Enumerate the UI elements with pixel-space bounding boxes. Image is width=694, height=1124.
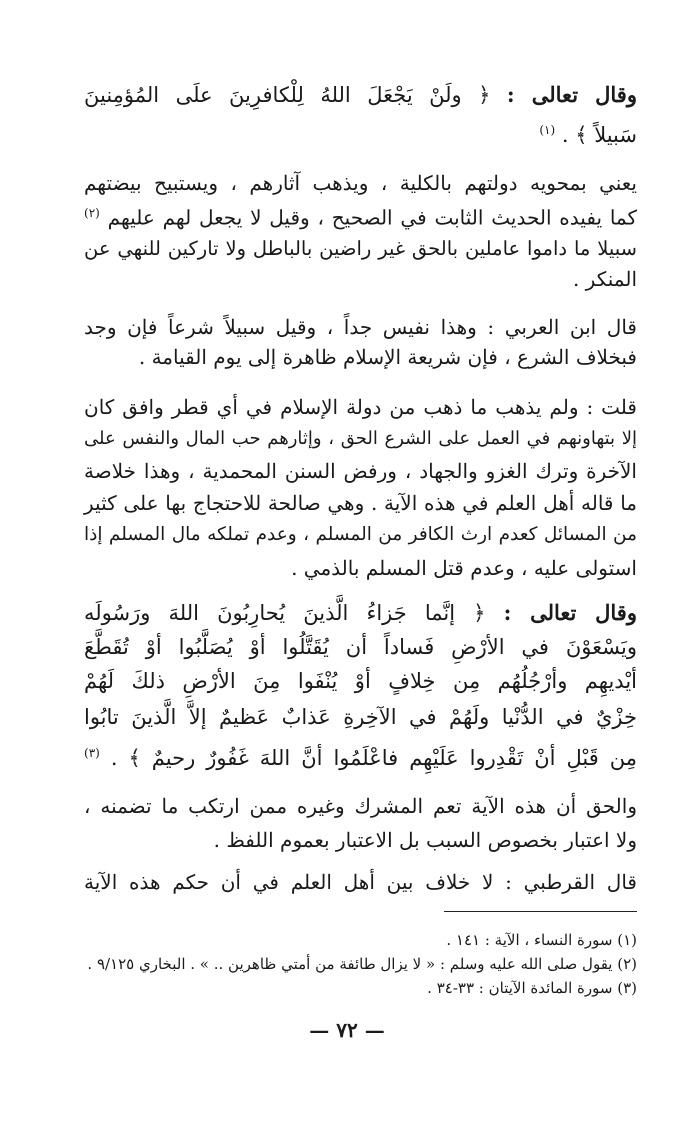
footnote: (١) سورة النساء ، الآية : ١٤١ . — [446, 931, 637, 949]
text-line: فبخلاف الشرع ، فإن شريعة الإسلام ظاهرة إلى يوم القيامة . — [138, 345, 637, 369]
verse-lead: وقال تعالى : — [506, 82, 637, 107]
text-line: قال القرطبي : لا خلاف بين أهل العلم في أن حكم هذه الآية — [84, 870, 637, 894]
footnote-mark: (١) — [539, 123, 556, 137]
text-line: المنكر . — [572, 267, 637, 291]
footnote: (٢) يقول صلى الله عليه وسلم : « لا يزال طائفة من أمتي ظاهرين .. » . البخاري ٩/١٢٥ . — [87, 955, 637, 973]
verse-lead: وقال تعالى : — [503, 600, 637, 625]
text-line: خِزْيٌ في الدُّنْيا ولَهُمْ في الآخِرةِ عَذابٌ عَظيمٌ إلاَّ الَّذينَ تابُوا — [84, 705, 637, 729]
text-line: مِن قَبْلِ أنْ تَقْدِروا عَلَيْهِم فاعْلَمُوا أنَّ اللهَ غَفُورٌ رحيمٌ ﴾ . $^{(٣)}$ — [84, 746, 637, 770]
text-line: ما قاله أهل العلم في هذه الآية . وهي صالحة للاحتجاج بها على كثير — [84, 491, 637, 515]
text-line: يعني بمحويه دولتهم بالكلية ، ويذهب آثارهم ، ويستبيح بيضتهم — [84, 171, 637, 195]
text-line: استولى عليه ، وعدم قتل المسلم بالذمي . — [291, 556, 637, 580]
text-line: والحق أن هذه الآية تعم المشرك وغيره ممن ارتكب ما تضمنه ، — [84, 794, 637, 818]
text-line: الآخرة وترك الغزو والجهاد ، ورفض السنن المحمدية ، وهذا خلاصة — [84, 459, 637, 483]
text-line: ويَسْعَوْنَ في الأرْضِ فَساداً أن يُقَتَّلُوا أوْ يُصَلَّبُوا أوْ تُقَطَّعَ — [84, 635, 637, 659]
text-line: سَبيلاً ﴾ . $^{(١)}$ — [539, 123, 637, 147]
footnote-mark: (٣) — [84, 746, 100, 760]
text-line: كما يفيده الحديث الثابت في الصحيح ، وقيل لا يجعل لهم عليهم $^{(٢)}$ — [84, 205, 637, 230]
text-line: أيْديهِم وأرْجُلُهُم مِن خِلافٍ أوْ يُنْفَوا مِنَ الأرْضِ ذلكَ لَهُمْ — [84, 669, 637, 693]
text-line: وقال تعالى : ﴿ إنَّما جَزاءُ الَّذينَ يُحارِبُونَ اللهَ ورَسُولَه — [84, 600, 637, 625]
text-line: وقال تعالى : ﴿ ولَنْ يَجْعَلَ اللهُ لِلْكافرِينَ علَى المُؤمِنينَ — [84, 82, 637, 107]
text-line: إلا بتهاونهم في العمل على الشرع الحق ، وإثارهم حب المال والنفس على — [84, 428, 637, 449]
text-line: سبيلا ما داموا عاملين بالحق غير راضين بالباطل ولا تاركين للنهي عن — [84, 237, 637, 260]
page-number: — ٧٢ — — [309, 1018, 385, 1042]
text-line: من المسائل كعدم ارث الكافر من المسلم ، وعدم تملكه مال المسلم إذا — [84, 524, 637, 545]
text-line: قال ابن العربي : وهذا نفيس جداً ، وقيل سبيلاً شرعاً فإن وجد — [84, 315, 637, 339]
text-line: ولا اعتبار بخصوص السبب بل الاعتبار بعموم اللفظ . — [213, 828, 637, 852]
footnote: (٣) سورة المائدة الآيتان : ٣٣-٣٤ . — [427, 979, 637, 997]
footnote-divider — [444, 911, 637, 912]
text-line: قلت : ولم يذهب ما ذهب من دولة الإسلام في أي قطر وافق كان — [84, 395, 637, 419]
footnote-mark: (٢) — [84, 206, 100, 220]
